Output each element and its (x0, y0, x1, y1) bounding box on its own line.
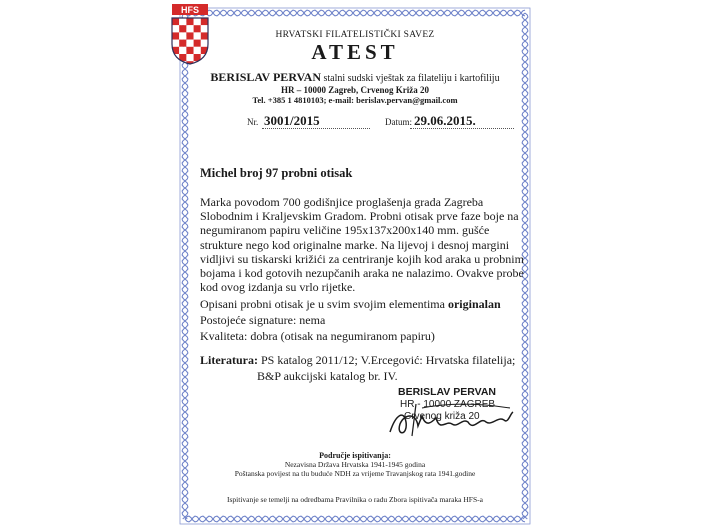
literature-line-1 (200, 353, 515, 368)
stamp-street: Crvenog križa 20 (404, 411, 480, 422)
literature-text-1: PS katalog 2011/12; V.Ercegović: Hrvatska filatelija; (260, 353, 516, 367)
organization-name: HRVATSKI FILATELISTIČKI SAVEZ (275, 30, 435, 40)
footer-line-1: Nezavisna Država Hrvatska 1941-1945 godina (284, 460, 426, 469)
footer-line-2: Poštanska povijest na tlu buduće NDH za vrijeme Travanjskog rata 1941.godine (234, 469, 476, 478)
document-title: ATEST (311, 40, 399, 64)
stamp-address: HR - 10000 ZAGREB (400, 399, 496, 410)
expert-line (0, 70, 710, 85)
number-label: Nr. (247, 117, 259, 127)
certificate-date: 29.06.2015. (414, 113, 476, 128)
date-label: Datum: (385, 117, 412, 127)
certificate-number: 3001/2015 (264, 113, 320, 128)
footer-title: Područje ispitivanja: (319, 451, 391, 460)
literature-label: Literatura: (200, 353, 258, 367)
subject-heading: Michel broj 97 probni otisak (200, 166, 353, 180)
stamp-name: BERISLAV PERVAN (398, 386, 497, 398)
expert-contact: Tel. +385 1 4810103; e-mail: berislav.pervan@gmail.com (252, 95, 458, 105)
literature-line-2: B&P aukcijski katalog br. IV. (257, 369, 398, 383)
expert-address: HR – 10000 Zagreb, Crvenog Križa 20 (280, 85, 430, 95)
handwritten-signature (382, 392, 517, 442)
original-value: originalan (447, 297, 501, 311)
signature-line: Postojeće signature: nema (200, 313, 326, 327)
original-line (200, 297, 501, 312)
expert-name: BERISLAV PERVAN (210, 70, 322, 84)
quality-line: Kvaliteta: dobra (otisak na negumiranom papiru) (200, 329, 435, 343)
footer-line-3: Ispitivanje se temelji na odredbama Pravilnika o radu Zbora ispitivača maraka HFS-a (227, 495, 483, 504)
expert-title: stalni sudski vještak za filateliju i kartofiliju (323, 73, 500, 84)
number-dotted-line (262, 128, 370, 129)
stamp-description: Marka povodom 700 godišnjice proglašenja grada Zagreba Slobodnim i Kraljevskim Gradom. Probni otisak prve faze boje na negumiranom papiru veličine 195x137x200x140 mm. gušće strukture nego kod originalne marke. Na lijevoj i desnoj margini vidljivi su tiskarski križići za centriranje kojih kod araka u probnim bojama i kod gotovih nezupčanih araka ne nalazimo. Ovakve probe kod ovog izdanja su vrlo rijetke. (200, 195, 524, 295)
crest-logo-text: HFS (181, 5, 199, 15)
date-dotted-line (410, 128, 514, 129)
original-prefix: Opisani probni otisak je u svim svojim elementima (200, 297, 445, 311)
